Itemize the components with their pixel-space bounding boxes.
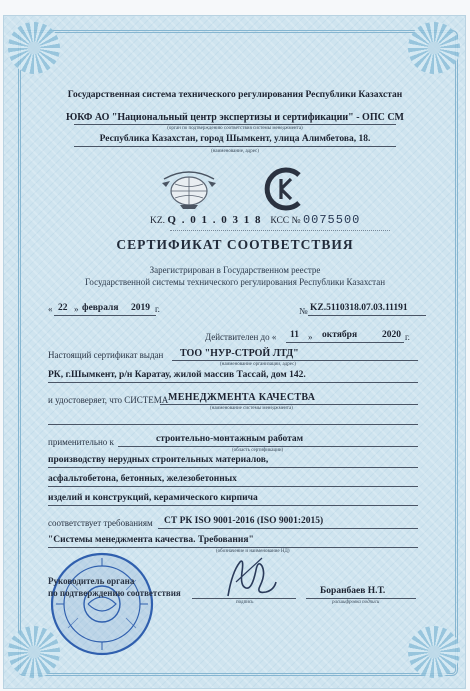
- scope-line-1: строительно-монтажным работам: [156, 434, 304, 444]
- registry-note: Зарегистрирован в Государственном реестре: [149, 265, 321, 275]
- issue-date-month: февраля: [82, 303, 119, 313]
- signature-icon: [222, 552, 280, 602]
- head-name-caption: расшифровка подписи: [332, 600, 380, 605]
- standard-code: СТ РК ISO 9001-2016 (ISO 9001:2015): [164, 516, 324, 526]
- issued-to-label: Настоящий сертификат выдан: [48, 350, 164, 360]
- cert-number: 0075500: [302, 213, 361, 227]
- issue-date-quote-close: »: [74, 304, 79, 314]
- official-stamp-icon: [48, 550, 156, 658]
- scope-caption: (область сертификации): [232, 448, 284, 453]
- head-name: Боранбаев Н.Т.: [320, 586, 386, 596]
- registry-note-2: Государственной системы технического регулирования Республики Казахстан: [84, 277, 386, 287]
- divider: [306, 598, 416, 599]
- scope-line-3: асфальтобетона, бетонных, железобетонных: [48, 474, 237, 484]
- globe-emblem-icon: [160, 165, 218, 209]
- divider: [48, 486, 418, 487]
- system-name: МЕНЕДЖМЕНТА КАЧЕСТВА: [168, 392, 316, 403]
- issued-to-organization: ТОО "НУР-СТРОЙ ЛТД": [180, 348, 299, 359]
- issue-date-year-suffix: г.: [155, 304, 160, 314]
- reg-no-label: №: [299, 306, 308, 316]
- divider: [118, 446, 418, 447]
- issue-date-day: 22: [58, 303, 68, 313]
- divider: [286, 342, 404, 343]
- head-label: Руководитель органа: [48, 576, 135, 586]
- divider: [48, 382, 418, 383]
- cert-code: Q . 0 1 . 0 3 1 8: [167, 214, 262, 226]
- body-caption: (орган по подтверждению соответствия системы менеджмента): [167, 126, 303, 131]
- corner-rosette: [8, 22, 60, 74]
- applied-to-label: применительно к: [48, 437, 114, 447]
- signature-caption: подпись: [236, 600, 254, 605]
- divider: [48, 505, 418, 506]
- address-caption: (наименование, адрес): [211, 149, 259, 154]
- scope-line-4: изделий и конструкций, керамического кирпича: [48, 493, 258, 503]
- registration-number: KZ.5110318.07.03.11191: [310, 303, 408, 313]
- valid-until-quote-close: »: [308, 332, 313, 342]
- divider: [48, 547, 418, 548]
- valid-until-year-suffix: г.: [405, 332, 410, 342]
- divider: [170, 230, 390, 231]
- valid-until-year: 2020: [382, 330, 401, 340]
- document-title: СЕРТИФИКАТ СООТВЕТСТВИЯ: [116, 237, 354, 252]
- cert-prefix: KZ.: [150, 216, 166, 226]
- head-label-2: по подтверждению соответствия: [48, 588, 181, 598]
- system-caption: (наименование системы менеджмента): [210, 406, 293, 411]
- standard-title: "Системы менеджмента качества. Требования": [48, 535, 254, 545]
- divider: [74, 124, 396, 125]
- divider: [192, 598, 296, 599]
- kc-conformity-mark-icon: [262, 166, 308, 212]
- divider: [308, 315, 426, 316]
- certificate-number-line: [150, 213, 360, 227]
- organization-address: РК, г.Шымкент, р/н Каратау, жилой массив Тассай, дом 142.: [48, 370, 306, 380]
- scope-line-2: производству нерудных строительных материалов,: [48, 455, 269, 465]
- divider: [48, 467, 418, 468]
- standard-caption: (обозначение и наименование НД): [216, 549, 290, 554]
- divider: [158, 528, 418, 529]
- valid-until-label: Действителен до «: [205, 332, 277, 342]
- certification-body: ЮКФ АО "Национальный центр экспертизы и сертификации" - ОПС СМ: [65, 112, 404, 123]
- divider: [172, 360, 418, 361]
- issue-date-year: 2019: [131, 303, 150, 313]
- valid-until-day: 11: [290, 330, 299, 340]
- valid-until-month: октября: [322, 330, 358, 340]
- authority-heading: Государственная система технического регулирования Республики Казахстан: [67, 90, 403, 100]
- kss-label: КСС №: [270, 216, 301, 226]
- divider: [160, 404, 418, 405]
- divider: [48, 424, 418, 425]
- divider: [54, 315, 156, 316]
- corner-rosette: [408, 22, 460, 74]
- issue-date-quote-open: «: [48, 304, 53, 314]
- divider: [74, 146, 396, 147]
- complies-label: соответствует требованиям: [48, 518, 153, 528]
- issued-to-caption: (наименование организации, адрес): [220, 362, 296, 367]
- body-address: Республика Казахстан, город Шымкент, улица Алимбетова, 18.: [99, 134, 371, 144]
- certifies-label: и удостоверяет, что СИСТЕМА: [48, 395, 169, 405]
- corner-rosette: [408, 626, 460, 678]
